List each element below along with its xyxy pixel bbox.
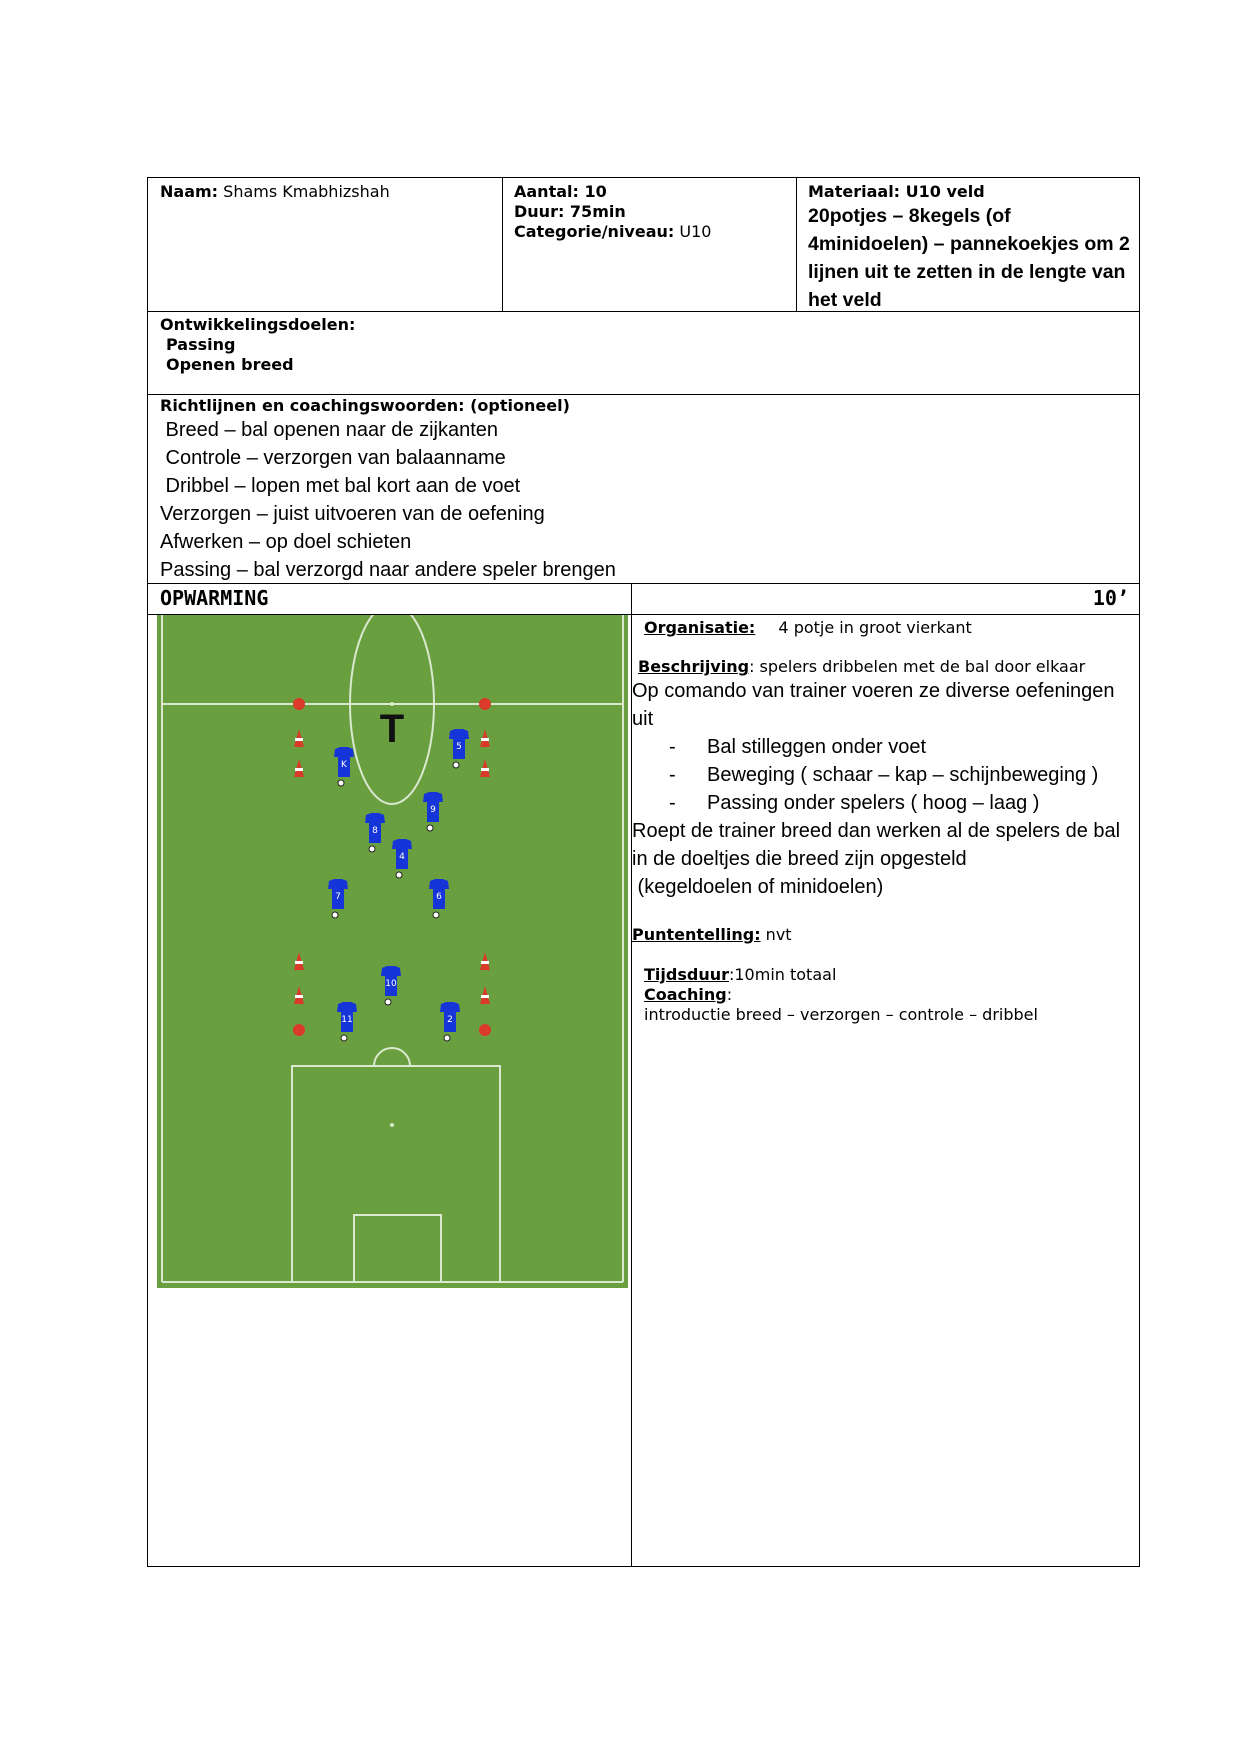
player-number: 2	[447, 1015, 453, 1025]
opwarming-duration: 10’	[1092, 586, 1129, 610]
center-spot	[390, 702, 394, 706]
doel-item: Openen breed	[166, 355, 294, 374]
punten-line	[632, 925, 1138, 945]
ball	[369, 846, 375, 852]
ball	[433, 912, 439, 918]
player-number: 6	[436, 892, 442, 902]
materiaal-line: het veld	[808, 289, 882, 311]
player-number: 10	[385, 979, 397, 989]
richtlijn-item: Verzorgen – juist uitvoeren van de oefening	[160, 503, 545, 525]
bullet-item	[632, 761, 1138, 789]
materiaal-line: lijnen uit te zetten in de lengte van	[808, 261, 1126, 283]
desc-line: in de doeltjes die breed zijn opgesteld	[632, 848, 967, 870]
desc-line: (kegeldoelen of minidoelen)	[632, 876, 884, 898]
bullet-item	[632, 789, 1138, 817]
punten-label: Puntentelling:	[632, 925, 761, 944]
coaching-colon: :	[726, 985, 733, 1004]
aantal: Aantal: 10	[514, 182, 607, 201]
materiaal-line: 20potjes – 8kegels (of	[808, 205, 1011, 227]
richtlijn-item: Passing – bal verzorgd naar andere speler brengen	[160, 559, 616, 581]
description-block	[632, 615, 1138, 1025]
ball	[453, 762, 459, 768]
player-number: K	[341, 760, 347, 770]
player-number: 11	[341, 1015, 353, 1025]
materiaal-line: 4minidoelen) – pannekoekjes om 2	[808, 233, 1130, 255]
richtlijnen-block	[160, 396, 616, 584]
coaching-line	[632, 985, 1138, 1005]
player-number: 7	[335, 892, 341, 902]
player-number: 4	[399, 852, 405, 862]
desc-line: Op comando van trainer voeren ze diverse oefeningen	[632, 680, 1115, 702]
organisatie-label: Organisatie:	[644, 618, 756, 637]
coaching-value: introductie breed – verzorgen – controle – dribbel	[644, 1005, 1038, 1024]
divider	[148, 311, 1139, 312]
richtlijn-item: Dribbel – lopen met bal kort aan de voet	[160, 475, 521, 497]
ball	[427, 825, 433, 831]
ball	[385, 999, 391, 1005]
desc-line: Roept de trainer breed dan werken al de spelers de bal	[632, 820, 1121, 842]
tijdsduur-label: Tijdsduur	[644, 965, 729, 984]
organisatie-value: 4 potje in groot vierkant	[778, 618, 972, 637]
divider	[796, 178, 797, 311]
bullet-item	[632, 733, 1138, 761]
richtlijn-item: Breed – bal openen naar de zijkanten	[160, 419, 499, 441]
duur: Duur: 75min	[514, 202, 626, 221]
divider	[148, 583, 1139, 584]
materiaal-label: Materiaal: U10 veld	[808, 182, 985, 201]
richtlijn-item: Afwerken – op doel schieten	[160, 531, 412, 553]
pitch-diagram	[157, 615, 628, 1288]
bullet-text: Beweging ( schaar – kap – schijnbeweging )	[707, 764, 1099, 786]
training-sheet	[147, 177, 1140, 1567]
doel-item: Passing	[166, 335, 236, 354]
bullet-text: Bal stilleggen onder voet	[707, 736, 927, 758]
desc-line: uit	[632, 708, 654, 730]
player-number: 9	[430, 805, 436, 815]
bullet-dash: -	[669, 792, 676, 814]
ball	[444, 1035, 450, 1041]
doelen-title: Ontwikkelingsdoelen:	[160, 315, 356, 334]
opwarming-title: OPWARMING	[160, 586, 269, 610]
divider	[502, 178, 503, 311]
tijdsduur-line	[632, 965, 1138, 985]
doelen-block	[160, 315, 355, 375]
categorie-label: Categorie/niveau:	[514, 222, 675, 241]
richtlijn-item: Controle – verzorgen van balaanname	[160, 447, 506, 469]
beschrijving-label: Beschrijving	[638, 657, 750, 676]
coaching-label: Coaching	[644, 985, 727, 1004]
ball	[332, 912, 338, 918]
ball	[396, 872, 402, 878]
bullet-dash: -	[669, 764, 676, 786]
beschrijving-value: : spelers dribbelen met de bal door elkaar	[749, 657, 1086, 676]
bullet-text: Passing onder spelers ( hoog – laag )	[707, 792, 1040, 814]
richtlijnen-title: Richtlijnen en coachingswoorden: (optioneel)	[160, 396, 570, 415]
bullet-dash: -	[669, 736, 676, 758]
divider	[148, 394, 1139, 395]
beschrijving-line	[632, 657, 1138, 677]
trainer-label: T	[379, 707, 405, 751]
punten-value: nvt	[760, 925, 792, 944]
aantal-block	[514, 182, 711, 242]
materiaal-block	[808, 182, 1138, 314]
ball	[338, 780, 344, 786]
tijdsduur-value: :10min totaal	[728, 965, 837, 984]
organisatie-line	[632, 618, 1138, 638]
categorie-value: U10	[679, 222, 712, 241]
ball	[341, 1035, 347, 1041]
player-number: 8	[372, 826, 378, 836]
naam-value: Shams Kmabhizshah	[223, 182, 390, 201]
player-number: 5	[456, 742, 462, 752]
naam-label: Naam:	[160, 182, 219, 201]
naam-field	[160, 182, 390, 202]
penalty-spot	[390, 1123, 394, 1127]
